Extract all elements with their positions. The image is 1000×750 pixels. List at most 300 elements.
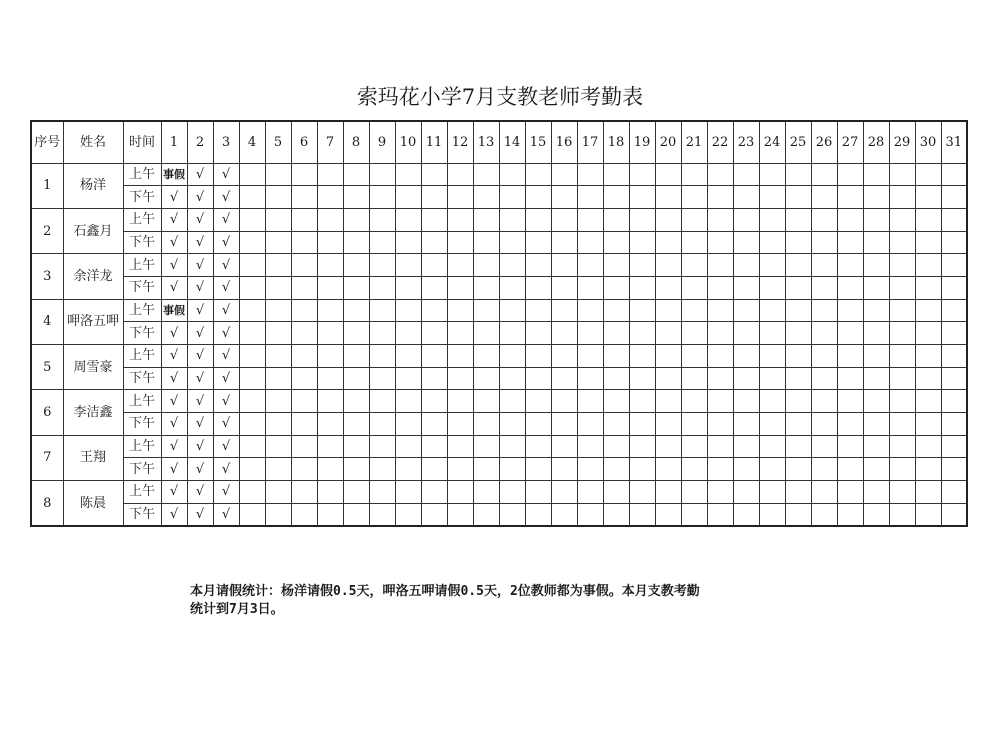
attendance-cell (681, 322, 707, 345)
attendance-cell (343, 299, 369, 322)
attendance-cell (291, 299, 317, 322)
attendance-cell (889, 322, 915, 345)
serial-cell: 2 (31, 208, 63, 253)
attendance-cell (941, 413, 967, 436)
attendance-cell (863, 231, 889, 254)
attendance-cell (317, 435, 343, 458)
attendance-cell (603, 276, 629, 299)
attendance-cell (265, 503, 291, 526)
attendance-cell (343, 458, 369, 481)
header-time: 时间 (123, 121, 161, 163)
attendance-cell (343, 367, 369, 390)
attendance-cell (421, 503, 447, 526)
attendance-cell: √ (213, 345, 239, 368)
attendance-cell (863, 345, 889, 368)
attendance-cell: √ (161, 435, 187, 458)
attendance-cell (447, 458, 473, 481)
attendance-cell (265, 208, 291, 231)
attendance-cell (473, 254, 499, 277)
attendance-cell (629, 231, 655, 254)
attendance-cell (265, 435, 291, 458)
attendance-cell (317, 413, 343, 436)
table-row (31, 367, 967, 390)
attendance-cell (447, 390, 473, 413)
attendance-cell: √ (187, 322, 213, 345)
attendance-cell (837, 163, 863, 186)
header-day: 7 (317, 121, 343, 163)
attendance-cell (811, 390, 837, 413)
attendance-cell (369, 458, 395, 481)
attendance-cell (551, 231, 577, 254)
attendance-cell (447, 231, 473, 254)
attendance-cell (785, 163, 811, 186)
attendance-cell: √ (161, 276, 187, 299)
attendance-cell (499, 186, 525, 209)
attendance-cell (915, 345, 941, 368)
attendance-cell (369, 435, 395, 458)
attendance-cell (447, 299, 473, 322)
attendance-cell (265, 163, 291, 186)
header-day: 3 (213, 121, 239, 163)
attendance-cell (265, 367, 291, 390)
leave-summary-line: 统计到7月3日。 (190, 602, 284, 617)
attendance-cell (629, 413, 655, 436)
attendance-cell (915, 322, 941, 345)
attendance-cell (629, 163, 655, 186)
attendance-cell: √ (161, 186, 187, 209)
attendance-cell: √ (213, 413, 239, 436)
attendance-cell (733, 276, 759, 299)
attendance-cell (239, 481, 265, 504)
attendance-cell (499, 390, 525, 413)
attendance-cell (395, 458, 421, 481)
table-row (31, 231, 967, 254)
attendance-cell (915, 208, 941, 231)
attendance-cell (707, 208, 733, 231)
header-day: 29 (889, 121, 915, 163)
serial-cell: 4 (31, 299, 63, 344)
attendance-cell (889, 390, 915, 413)
attendance-cell (629, 481, 655, 504)
attendance-cell (317, 503, 343, 526)
attendance-cell (551, 186, 577, 209)
attendance-cell (863, 208, 889, 231)
attendance-cell (447, 208, 473, 231)
attendance-cell (889, 367, 915, 390)
attendance-cell (395, 367, 421, 390)
attendance-cell (707, 299, 733, 322)
attendance-cell (577, 481, 603, 504)
attendance-cell (447, 186, 473, 209)
attendance-cell (863, 299, 889, 322)
attendance-cell (681, 481, 707, 504)
attendance-cell (655, 367, 681, 390)
attendance-cell (577, 345, 603, 368)
attendance-cell (759, 481, 785, 504)
header-day: 8 (343, 121, 369, 163)
table-row (31, 299, 967, 322)
attendance-cell (681, 299, 707, 322)
attendance-cell (759, 254, 785, 277)
attendance-cell (421, 231, 447, 254)
attendance-cell (681, 345, 707, 368)
attendance-cell (577, 186, 603, 209)
attendance-cell (941, 231, 967, 254)
attendance-cell (785, 254, 811, 277)
attendance-cell (499, 458, 525, 481)
attendance-cell (655, 299, 681, 322)
attendance-cell (603, 186, 629, 209)
session-label-cell: 上午 (123, 299, 161, 322)
attendance-cell (291, 186, 317, 209)
attendance-cell (239, 390, 265, 413)
attendance-cell (343, 208, 369, 231)
attendance-cell (395, 299, 421, 322)
attendance-cell (317, 299, 343, 322)
attendance-cell (239, 367, 265, 390)
attendance-cell (889, 435, 915, 458)
attendance-cell (785, 458, 811, 481)
attendance-cell (811, 367, 837, 390)
attendance-cell (759, 435, 785, 458)
attendance-cell (681, 413, 707, 436)
attendance-cell (889, 481, 915, 504)
attendance-cell (785, 299, 811, 322)
attendance-cell (889, 254, 915, 277)
attendance-cell (707, 481, 733, 504)
name-cell: 石鑫月 (63, 208, 123, 253)
attendance-cell (317, 458, 343, 481)
attendance-cell (499, 276, 525, 299)
attendance-cell (369, 345, 395, 368)
attendance-cell: √ (213, 276, 239, 299)
attendance-cell (447, 367, 473, 390)
attendance-cell (603, 435, 629, 458)
header-day: 9 (369, 121, 395, 163)
attendance-cell (863, 481, 889, 504)
attendance-cell (811, 481, 837, 504)
attendance-cell (785, 367, 811, 390)
attendance-cell (655, 322, 681, 345)
attendance-cell (421, 254, 447, 277)
header-day: 16 (551, 121, 577, 163)
attendance-cell: √ (187, 254, 213, 277)
header-day: 6 (291, 121, 317, 163)
attendance-cell (473, 345, 499, 368)
attendance-cell (369, 208, 395, 231)
table-row (31, 254, 967, 277)
attendance-cell (681, 186, 707, 209)
header-day: 11 (421, 121, 447, 163)
attendance-cell (941, 276, 967, 299)
attendance-cell (889, 276, 915, 299)
attendance-cell (577, 390, 603, 413)
session-label-cell: 下午 (123, 231, 161, 254)
attendance-cell (707, 413, 733, 436)
attendance-cell (291, 390, 317, 413)
attendance-cell (499, 367, 525, 390)
attendance-cell (525, 254, 551, 277)
attendance-cell (655, 163, 681, 186)
session-label-cell: 下午 (123, 322, 161, 345)
attendance-cell (317, 254, 343, 277)
header-day: 18 (603, 121, 629, 163)
attendance-cell (837, 458, 863, 481)
attendance-cell (239, 254, 265, 277)
attendance-cell (265, 458, 291, 481)
name-cell: 李洁鑫 (63, 390, 123, 435)
attendance-cell (915, 186, 941, 209)
attendance-cell (759, 208, 785, 231)
attendance-cell: √ (213, 367, 239, 390)
attendance-cell (655, 413, 681, 436)
attendance-cell (473, 208, 499, 231)
attendance-cell (447, 435, 473, 458)
attendance-cell: 事假 (161, 163, 187, 186)
attendance-cell (239, 276, 265, 299)
attendance-cell (239, 458, 265, 481)
attendance-cell (603, 299, 629, 322)
attendance-cell (343, 276, 369, 299)
attendance-cell: √ (187, 208, 213, 231)
attendance-cell (941, 299, 967, 322)
attendance-cell: √ (161, 254, 187, 277)
table-row (31, 276, 967, 299)
attendance-cell (499, 254, 525, 277)
attendance-cell (837, 208, 863, 231)
attendance-cell (291, 231, 317, 254)
attendance-cell (863, 163, 889, 186)
attendance-cell (291, 503, 317, 526)
attendance-cell (837, 413, 863, 436)
attendance-cell (655, 458, 681, 481)
attendance-cell (343, 231, 369, 254)
header-day: 27 (837, 121, 863, 163)
attendance-cell (577, 276, 603, 299)
attendance-cell (603, 322, 629, 345)
attendance-cell (421, 345, 447, 368)
attendance-cell: √ (213, 299, 239, 322)
attendance-cell (265, 322, 291, 345)
attendance-cell (655, 503, 681, 526)
header-day: 24 (759, 121, 785, 163)
attendance-cell (941, 458, 967, 481)
attendance-cell (655, 345, 681, 368)
attendance-cell (733, 367, 759, 390)
session-label-cell: 上午 (123, 481, 161, 504)
attendance-cell (291, 413, 317, 436)
header-day: 14 (499, 121, 525, 163)
attendance-cell (837, 367, 863, 390)
header-day: 17 (577, 121, 603, 163)
attendance-cell (369, 254, 395, 277)
attendance-cell: √ (161, 481, 187, 504)
attendance-cell (759, 503, 785, 526)
attendance-cell (759, 231, 785, 254)
attendance-cell (447, 345, 473, 368)
attendance-cell (759, 413, 785, 436)
attendance-cell (369, 163, 395, 186)
attendance-cell (265, 345, 291, 368)
attendance-cell (317, 322, 343, 345)
attendance-cell (733, 322, 759, 345)
attendance-cell (941, 345, 967, 368)
attendance-cell (707, 231, 733, 254)
attendance-cell (707, 163, 733, 186)
attendance-cell (889, 458, 915, 481)
table-row (31, 481, 967, 504)
attendance-cell: √ (161, 208, 187, 231)
attendance-cell (291, 276, 317, 299)
attendance-cell (473, 276, 499, 299)
attendance-cell (785, 345, 811, 368)
attendance-cell (629, 299, 655, 322)
attendance-cell: √ (213, 503, 239, 526)
attendance-cell: √ (187, 413, 213, 436)
attendance-cell (369, 276, 395, 299)
attendance-cell (733, 503, 759, 526)
attendance-cell (837, 254, 863, 277)
table-row (31, 503, 967, 526)
attendance-cell (525, 231, 551, 254)
name-cell: 余洋龙 (63, 254, 123, 299)
attendance-cell (759, 299, 785, 322)
table-row (31, 186, 967, 209)
attendance-cell (811, 276, 837, 299)
attendance-cell (551, 163, 577, 186)
attendance-cell (343, 254, 369, 277)
header-day: 1 (161, 121, 187, 163)
attendance-cell (811, 345, 837, 368)
attendance-cell (551, 345, 577, 368)
attendance-cell (707, 503, 733, 526)
attendance-cell (317, 276, 343, 299)
attendance-cell: √ (161, 345, 187, 368)
attendance-cell (785, 435, 811, 458)
header-day: 25 (785, 121, 811, 163)
attendance-cell (655, 435, 681, 458)
attendance-cell (369, 299, 395, 322)
attendance-cell (577, 163, 603, 186)
attendance-cell (603, 345, 629, 368)
attendance-cell (525, 458, 551, 481)
attendance-cell (265, 413, 291, 436)
attendance-cell (447, 481, 473, 504)
attendance-cell (343, 186, 369, 209)
attendance-cell (551, 458, 577, 481)
attendance-cell (811, 163, 837, 186)
attendance-cell (733, 186, 759, 209)
attendance-cell (629, 345, 655, 368)
attendance-cell (551, 276, 577, 299)
attendance-cell (499, 208, 525, 231)
serial-cell: 1 (31, 163, 63, 208)
attendance-cell (499, 231, 525, 254)
attendance-cell (395, 345, 421, 368)
session-label-cell: 上午 (123, 390, 161, 413)
serial-cell: 5 (31, 345, 63, 390)
attendance-cell (759, 390, 785, 413)
header-day: 4 (239, 121, 265, 163)
attendance-cell (447, 322, 473, 345)
attendance-cell (421, 163, 447, 186)
attendance-cell (525, 163, 551, 186)
attendance-cell: √ (161, 367, 187, 390)
attendance-cell (421, 276, 447, 299)
session-label-cell: 下午 (123, 458, 161, 481)
serial-cell: 3 (31, 254, 63, 299)
attendance-cell (603, 367, 629, 390)
table-row (31, 208, 967, 231)
attendance-cell: √ (187, 186, 213, 209)
attendance-cell (343, 435, 369, 458)
session-label-cell: 上午 (123, 345, 161, 368)
attendance-cell (889, 231, 915, 254)
attendance-cell (473, 322, 499, 345)
attendance-cell (707, 186, 733, 209)
attendance-cell (707, 390, 733, 413)
attendance-cell (941, 481, 967, 504)
attendance-cell (733, 254, 759, 277)
attendance-cell (525, 503, 551, 526)
attendance-cell (655, 254, 681, 277)
attendance-cell (291, 367, 317, 390)
header-day: 10 (395, 121, 421, 163)
attendance-cell (525, 481, 551, 504)
attendance-cell (369, 367, 395, 390)
attendance-cell (343, 503, 369, 526)
header-day: 15 (525, 121, 551, 163)
attendance-cell (915, 163, 941, 186)
attendance-cell (785, 276, 811, 299)
attendance-cell (421, 390, 447, 413)
header-day: 13 (473, 121, 499, 163)
attendance-cell (395, 208, 421, 231)
attendance-cell (707, 322, 733, 345)
attendance-cell (369, 413, 395, 436)
attendance-cell (681, 254, 707, 277)
attendance-cell (629, 458, 655, 481)
attendance-cell (863, 458, 889, 481)
attendance-cell (525, 276, 551, 299)
attendance-cell (551, 435, 577, 458)
attendance-cell (733, 413, 759, 436)
attendance-cell (525, 186, 551, 209)
attendance-cell (681, 163, 707, 186)
attendance-cell (421, 186, 447, 209)
attendance-cell (681, 276, 707, 299)
attendance-cell (551, 367, 577, 390)
attendance-cell (239, 345, 265, 368)
name-cell: 王翔 (63, 435, 123, 480)
session-label-cell: 下午 (123, 413, 161, 436)
header-day: 26 (811, 121, 837, 163)
attendance-cell (837, 481, 863, 504)
attendance-cell (421, 413, 447, 436)
attendance-cell (421, 458, 447, 481)
attendance-cell (499, 413, 525, 436)
attendance-cell: √ (187, 345, 213, 368)
name-cell: 杨洋 (63, 163, 123, 208)
attendance-cell (551, 481, 577, 504)
attendance-cell (785, 503, 811, 526)
attendance-cell (395, 254, 421, 277)
attendance-cell: √ (213, 322, 239, 345)
attendance-cell: 事假 (161, 299, 187, 322)
session-label-cell: 上午 (123, 254, 161, 277)
attendance-cell (499, 481, 525, 504)
attendance-cell (317, 208, 343, 231)
